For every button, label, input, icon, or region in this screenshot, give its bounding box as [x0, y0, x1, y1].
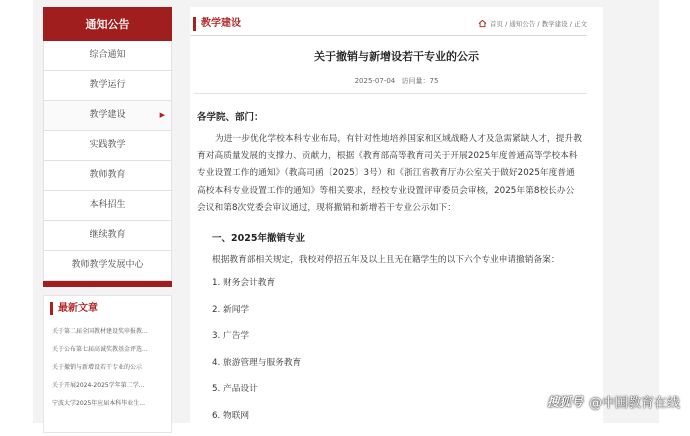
list-item: 6. 物联网: [212, 410, 301, 436]
news-link[interactable]: 关于撤销与新增设若干专业的公示: [52, 359, 165, 377]
sidebar-item-label: 本科招生: [89, 200, 125, 210]
watermark: [547, 392, 680, 411]
breadcrumb-text[interactable]: 首页 / 通知公告 / 教学建设 / 正文: [490, 19, 587, 28]
sidebar: [43, 7, 172, 423]
sidebar-item-construction[interactable]: [44, 101, 171, 131]
article-panel: [190, 7, 603, 423]
chevron-right-icon: ▶: [160, 101, 165, 130]
article-meta: [190, 76, 603, 86]
section-header: [190, 13, 587, 36]
sidebar-item-general[interactable]: [44, 41, 171, 71]
sidebar-item-label: 教学建设: [89, 110, 125, 120]
article-title: 关于撤销与新增设若干专业的公示: [190, 48, 603, 64]
sidebar-heading: 通知公告: [43, 7, 172, 41]
sidebar-item-teaching-center[interactable]: [44, 251, 171, 281]
watermark-brand: 搜狐号: [547, 393, 583, 410]
list-item: 3. 广告学: [212, 330, 301, 357]
sidebar-item-continuing-education[interactable]: [44, 221, 171, 251]
sidebar-item-label: 教师教学发展中心: [71, 260, 143, 270]
latest-news-heading: 最新文章: [50, 302, 165, 315]
section-title: 教学建设: [201, 17, 241, 31]
news-link[interactable]: 关于开展2024-2025学年第二学...: [52, 377, 165, 395]
watermark-text: @中国教育在线: [589, 392, 680, 411]
major-list: [212, 277, 301, 436]
sidebar-menu: [43, 41, 172, 281]
article-paragraph: 为进一步优化学校本科专业布局，有针对性地培养国家和区域战略人才及急需紧缺人才，提升教育对高质量发展的支撑力、贡献力，根据《教育部高等教育司关于开展2025年度普通高等学校本科专业设置工作的通知》（教高司函〔2025〕3号）和《浙江省教育厅办公室关于做好2025年度普通高校本科专业设置工作的通知》等相关要求，经校专业设置评审委员会审核，2025年第8校长办公会议和第8次党委会审议通过，现将撤销和新增若干专业公示如下：: [197, 131, 583, 217]
view-count: 访问量：75: [402, 77, 439, 85]
publish-date: 2025-07-04: [355, 77, 396, 85]
section-heading: 一、2025年撤销专业: [212, 230, 305, 244]
sidebar-item-teacher-education[interactable]: [44, 161, 171, 191]
latest-news-panel: [43, 295, 172, 433]
section-intro: 根据教育部相关规定，我校对停招五年及以上且无在籍学生的以下六个专业申请撤销备案：: [212, 253, 560, 265]
divider: [194, 93, 587, 94]
home-icon: [478, 19, 487, 28]
sidebar-item-practice[interactable]: [44, 131, 171, 161]
sidebar-item-operation[interactable]: [44, 71, 171, 101]
sidebar-item-label: 实践教学: [89, 140, 125, 150]
sidebar-item-label: 综合通知: [89, 50, 125, 60]
news-link[interactable]: 关于第二届全国教材建设奖申报教...: [52, 323, 165, 341]
list-item: 4. 旅游管理与服务教育: [212, 357, 301, 384]
sidebar-item-label: 教师教育: [89, 170, 125, 180]
sidebar-divider: [43, 281, 172, 287]
news-link[interactable]: 关于公布第七届高诚奖教基金评选...: [52, 341, 165, 359]
sidebar-item-admission[interactable]: [44, 191, 171, 221]
salutation: 各学院、部门：: [197, 109, 264, 123]
news-link[interactable]: 宁波大学2025年应届本科毕业生...: [52, 395, 165, 413]
section-marker: [193, 17, 196, 31]
sidebar-item-label: 继续教育: [89, 230, 125, 240]
sidebar-item-label: 教学运行: [89, 80, 125, 90]
list-item: 2. 新闻学: [212, 304, 301, 331]
list-item: 1. 财务会计教育: [212, 277, 301, 304]
breadcrumb[interactable]: [478, 19, 587, 28]
list-item: 5. 产品设计: [212, 383, 301, 410]
